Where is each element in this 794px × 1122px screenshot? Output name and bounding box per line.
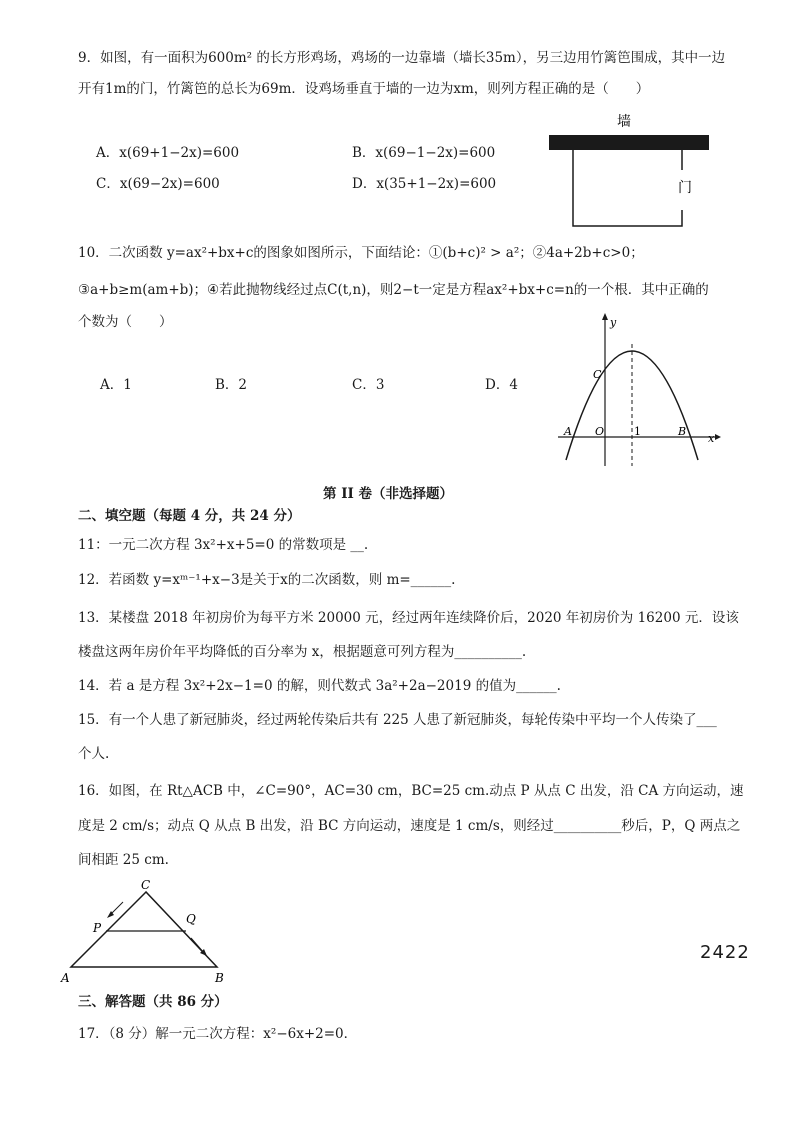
q17: 17．（8 分）解一元二次方程：x²−6x+2=0． [78, 1026, 358, 1042]
q13-line-2: 楼盘这两年房价年平均降低的百分率为 x，根据题意可列方程为__________. [78, 644, 527, 660]
q9-door-label: 门 [678, 180, 692, 196]
q16-label-q: Q [186, 912, 196, 926]
q10-point-a-label: A [564, 425, 572, 438]
q10-option-c: C．3 [352, 377, 385, 393]
q16-line-2: 度是 2 cm/s；动点 Q 从点 B 出发，沿 BC 方向运动，速度是 1 cm/s，则经过__________秒后，P，Q 两点之 [78, 818, 741, 834]
q10-point-b-label: B [678, 425, 687, 438]
fill-in-header: 二、填空题（每题 4 分，共 24 分） [78, 508, 301, 524]
handwritten-note: 2422 [700, 942, 750, 963]
q10-origin-label: O [595, 425, 605, 438]
q10-option-d: D．4 [485, 377, 518, 393]
q9-wall-label: 墙 [617, 114, 631, 130]
q11: 11：一元二次方程 3x²+x+5=0 的常数项是 __. [78, 537, 369, 553]
q9-option-c: C．x(69−2x)=600 [96, 176, 220, 192]
q16-label-a: A [61, 971, 70, 985]
q12: 12．若函数 y=xᵐ⁻¹+x−3是关于x的二次函数，则 m=______. [78, 572, 456, 588]
q16-label-b: B [215, 971, 224, 985]
q9-line-2: 开有1m的门，竹篱笆的总长为69m．设鸡场垂直于墙的一边为xm，则列方程正确的是（ ） [78, 81, 650, 97]
q10-x-label: x [708, 432, 715, 445]
q9-wall [549, 135, 709, 150]
q10-option-a: A．1 [100, 377, 132, 393]
section-2-title: 第 II 卷（非选择题） [323, 486, 454, 502]
q10-option-b: B．2 [215, 377, 248, 393]
q9-fence [573, 150, 682, 226]
q16-figure-triangle [55, 876, 240, 991]
q10-figure-parabola [550, 308, 725, 468]
q10-line-1: 10．二次函数 y=ax²+bx+c的图象如图所示，下面结论：①(b+c)² > a²；②4a+2b+c>0； [78, 245, 644, 261]
q10-y-arrow [602, 313, 608, 320]
q16-line-3: 间相距 25 cm. [78, 852, 169, 868]
q10-y-label: y [610, 316, 617, 329]
q15-line-2: 个人. [78, 746, 110, 762]
q16-line-1: 16．如图，在 Rt△ACB 中，∠C=90°，AC=30 cm，BC=25 cm.动点 P 从点 C 出发，沿 CA 方向运动，速 [78, 783, 744, 799]
q9-option-b: B．x(69−1−2x)=600 [352, 145, 496, 161]
q9-option-a: A．x(69+1−2x)=600 [96, 145, 240, 161]
q16-label-c: C [141, 878, 151, 892]
q10-tick-one-label: 1 [634, 425, 641, 438]
q14: 14．若 a 是方程 3x²+2x−1=0 的解，则代数式 3a²+2a−2019 的值为______. [78, 678, 561, 694]
solve-header: 三、解答题（共 86 分） [78, 994, 228, 1010]
q9-option-d: D．x(35+1−2x)=600 [352, 176, 497, 192]
q9-line-1: 9．如图，有一面积为600m² 的长方形鸡场，鸡场的一边靠墙（墙长35m），另三边用竹篱笆围成，其中一边 [78, 50, 726, 66]
q10-line-3: 个数为（ ） [78, 314, 173, 330]
q9-figure-chicken-coop [545, 108, 715, 233]
q16-label-p: P [93, 921, 102, 935]
q10-point-c-label: C [593, 368, 602, 381]
q10-line-2: ③a+b≥m(am+b)；④若此抛物线经过点C(t,n)，则2−t一定是方程ax²+bx+c=n的一个根．其中正确的 [78, 282, 709, 298]
q10-x-arrow [715, 434, 721, 440]
q13-line-1: 13．某楼盘 2018 年初房价为每平方米 20000 元，经过两年连续降价后，2020 年初房价为 16200 元．设该 [78, 610, 739, 626]
q15-line-1: 15．有一个人患了新冠肺炎，经过两轮传染后共有 225 人患了新冠肺炎，每轮传染中平均一个人传染了___ [78, 712, 717, 728]
